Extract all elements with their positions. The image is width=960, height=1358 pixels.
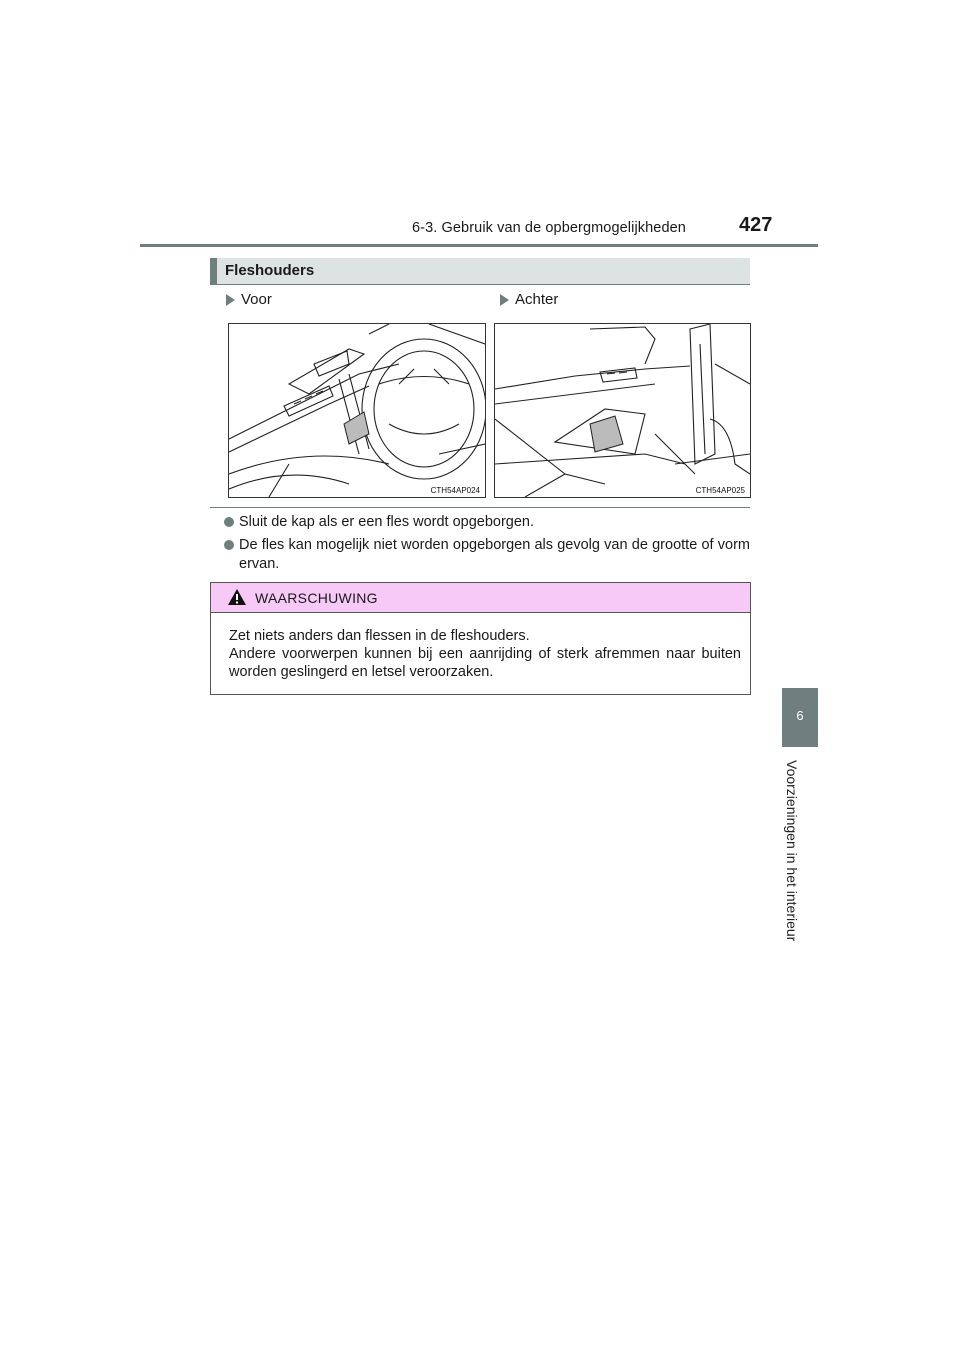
bullet-item-2: [224, 536, 750, 574]
warning-line-2: Andere voorwerpen kunnen bij een aanrijding of sterk afremmen naar buiten worden geslingerd en letsel veroorzaken.: [229, 646, 741, 680]
chapter-title-vertical: Voorzieningen in het interieur: [784, 760, 800, 942]
illustration-front-bottle-holder: [228, 323, 486, 498]
bullet-text-1: Sluit de kap als er een fles wordt opgeborgen.: [239, 514, 535, 530]
header-divider: [140, 244, 818, 247]
figure-code-rear: CTH54AP025: [695, 486, 745, 495]
triangle-bullet-icon: [226, 294, 235, 306]
bullet-text-2: De fles kan mogelijk niet worden opgeborgen als gevolg van de grootte of vorm ervan.: [239, 537, 750, 572]
section-title: Fleshouders: [225, 262, 315, 279]
bullet-dot-icon: [224, 540, 234, 550]
bullet-item-1: [224, 513, 750, 532]
front-door-line-art: [229, 324, 485, 497]
warning-triangle-icon: [227, 588, 247, 611]
figure-label-front-text: Voor: [241, 291, 272, 308]
warning-box: [210, 582, 751, 695]
figure-label-rear-text: Achter: [515, 291, 559, 308]
section-heading-bar: [210, 258, 750, 285]
chapter-number: 6: [796, 708, 804, 723]
figure-code-front: CTH54AP024: [430, 486, 480, 495]
triangle-bullet-icon: [500, 294, 509, 306]
section-accent: [210, 258, 217, 284]
warning-title: WAARSCHUWING: [255, 590, 378, 606]
warning-header: [211, 583, 750, 613]
rear-door-line-art: [495, 324, 750, 497]
page-number: 427: [739, 214, 773, 236]
header-section-title: 6-3. Gebruik van de opbergmogelijkheden: [412, 220, 686, 236]
warning-line-1: Zet niets anders dan flessen in de fleshouders.: [229, 628, 530, 644]
warning-body: [211, 613, 750, 681]
figure-divider: [210, 507, 750, 508]
chapter-tab: [782, 688, 818, 747]
bullet-dot-icon: [224, 517, 234, 527]
figure-label-rear: [500, 291, 558, 308]
figure-label-front: [226, 291, 272, 308]
illustration-rear-bottle-holder: [494, 323, 751, 498]
